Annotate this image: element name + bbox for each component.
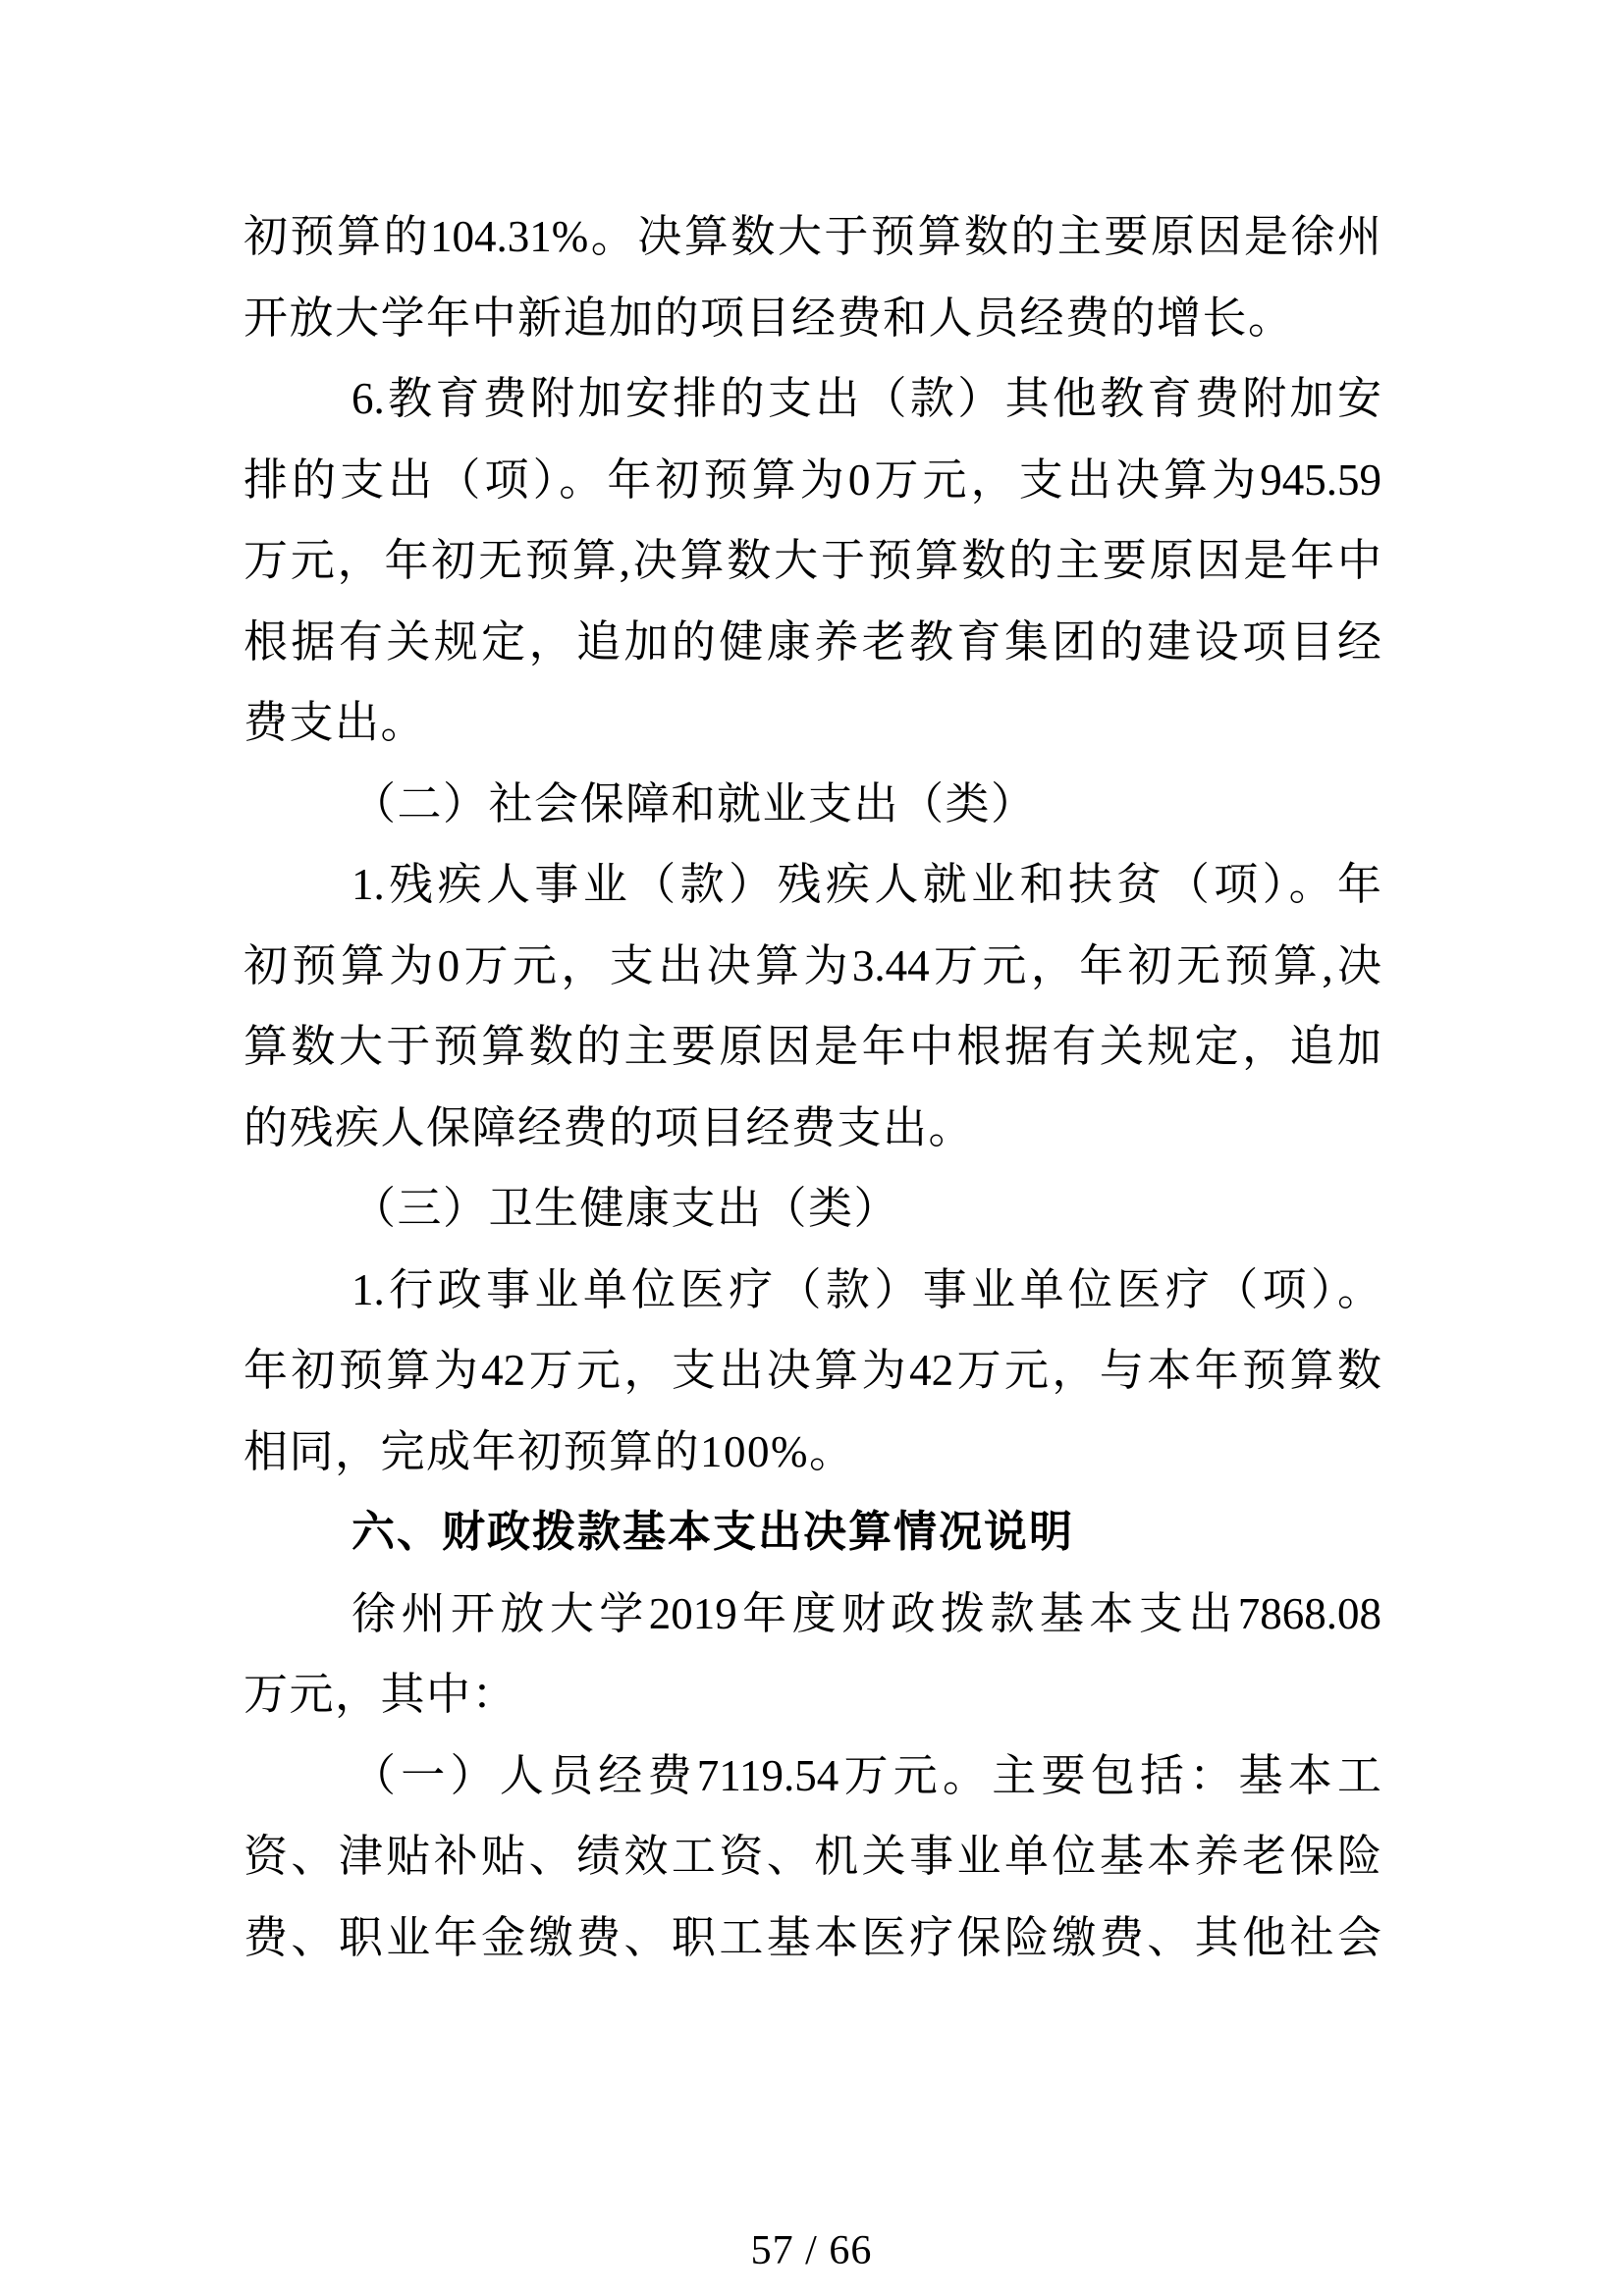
- text-line: 开放大学年中新追加的项目经费和人员经费的增长。: [243, 293, 1294, 343]
- text-line: 相同，完成年初预算的100%。: [243, 1426, 855, 1476]
- text-line: （一）人员经费7119.54万元。主要包括：基本工: [352, 1750, 1381, 1800]
- document-body: [243, 196, 1381, 1978]
- text-line: 年初预算为42万元，支出决算为42万元，与本年预算数: [243, 1346, 1381, 1395]
- text-line: 初预算的104.31%。决算数大于预算数的主要原因是徐州: [243, 212, 1381, 261]
- text-line: 1.行政事业单位医疗（款）事业单位医疗（项）。: [352, 1264, 1381, 1314]
- text-line: 费支出。: [243, 698, 427, 747]
- text-line: 1.残疾人事业（款）残疾人就业和扶贫（项）。年: [352, 860, 1381, 909]
- text-line: 算数大于预算数的主要原因是年中根据有关规定，追加: [243, 1022, 1381, 1071]
- text-line: 资、津贴补贴、绩效工资、机关事业单位基本养老保险: [243, 1832, 1381, 1881]
- text-line: 根据有关规定，追加的健康养老教育集团的建设项目经: [243, 616, 1381, 667]
- text-line: 费、职业年金缴费、职工基本医疗保险缴费、其他社会: [243, 1912, 1381, 1962]
- page-number: 57 / 66: [750, 2228, 873, 2273]
- text-line: 初预算为0万元，支出决算为3.44万元，年初无预算,决: [243, 940, 1381, 990]
- section-heading: 六、财政拨款基本支出决算情况说明: [352, 1508, 1074, 1556]
- text-line: （二）社会保障和就业支出（类）: [352, 778, 1037, 828]
- text-line: 6.教育费附加安排的支出（款）其他教育费附加安: [352, 374, 1381, 423]
- text-line: （三）卫生健康支出（类）: [352, 1184, 900, 1233]
- text-line: 万元，年初无预算,决算数大于预算数的主要原因是年中: [243, 536, 1381, 585]
- text-line: 排的支出（项）。年初预算为0万元，支出决算为945.59: [243, 454, 1381, 505]
- text-line: 徐州开放大学2019年度财政拨款基本支出7868.08: [352, 1588, 1381, 1638]
- text-line: 万元，其中：: [243, 1670, 518, 1719]
- text-line: 的残疾人保障经费的项目经费支出。: [243, 1102, 975, 1152]
